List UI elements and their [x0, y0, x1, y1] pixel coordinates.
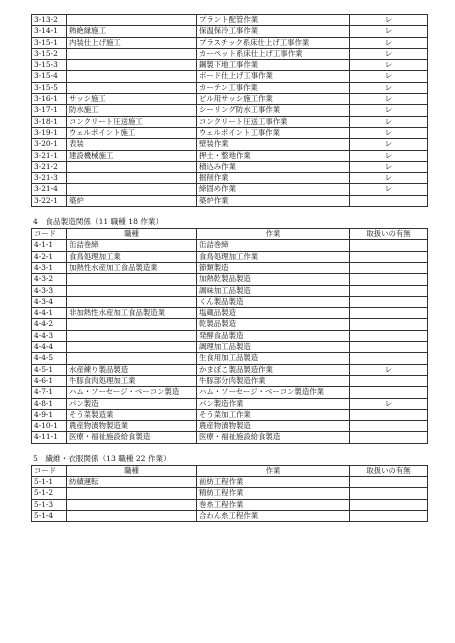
cell-flag: [350, 432, 428, 443]
cell-job: ハム・ソーセージ・ベーコン製造: [67, 387, 197, 398]
cell-work: 農産物漬物製造: [197, 421, 350, 432]
cell-work: ボード仕上げ工事作業: [197, 71, 350, 82]
cell-code: 4-3-1: [32, 262, 67, 273]
table-row: [32, 319, 428, 330]
cell-code: 4-11-1: [32, 432, 67, 443]
table-header-row: [32, 465, 428, 476]
cell-flag: レ: [350, 94, 428, 105]
cell-code: 4-8-1: [32, 398, 67, 409]
cell-work: 巻糸工程作業: [197, 499, 350, 510]
cell-work: そう菜加工作業: [197, 409, 350, 420]
cell-code: 4-10-1: [32, 421, 67, 432]
cell-work: かまぼこ製品製造作業: [197, 364, 350, 375]
cell-job: [67, 319, 197, 330]
section-5-title: 5 繊維・衣服関係（13 職種 22 作業）: [33, 453, 171, 463]
cell-code: 4-3-2: [32, 274, 67, 285]
cell-job: 熱絶縁施工: [67, 26, 197, 37]
cell-work: くん製品製造: [197, 296, 350, 307]
cell-flag: [350, 375, 428, 386]
cell-job: [67, 510, 197, 521]
cell-job: [67, 296, 197, 307]
cell-work: 精紡工程作業: [197, 488, 350, 499]
cell-work: 発酵食品製造: [197, 330, 350, 341]
cell-code: 3-20-1: [32, 139, 67, 150]
cell-job: [67, 488, 197, 499]
cell-work: 築炉作業: [197, 195, 350, 206]
cell-job: [67, 330, 197, 341]
table-row: [32, 37, 428, 48]
cell-flag: レ: [350, 173, 428, 184]
cell-job: パン製造: [67, 398, 197, 409]
cell-work: 締固め作業: [197, 184, 350, 195]
cell-code: 3-21-3: [32, 173, 67, 184]
cell-job: 加熱性水産加工食品製造業: [67, 262, 197, 273]
cell-job: 内装仕上げ施工: [67, 37, 197, 48]
cell-work: パン製造作業: [197, 398, 350, 409]
cell-job: [67, 15, 197, 26]
cell-work: 牛豚部分肉製造作業: [197, 375, 350, 386]
cell-work: プラスチック系床仕上げ工事作業: [197, 37, 350, 48]
cell-code: 4-3-3: [32, 285, 67, 296]
cell-work: 調理加工品製造: [197, 342, 350, 353]
table-row: [32, 274, 428, 285]
header-work: 作業: [197, 229, 350, 240]
header-work: 作業: [197, 465, 350, 476]
cell-flag: レ: [350, 82, 428, 93]
cell-work: カーテン工事作業: [197, 82, 350, 93]
cell-flag: レ: [350, 184, 428, 195]
cell-flag: レ: [350, 60, 428, 71]
cell-job: 表装: [67, 139, 197, 150]
cell-work: 積込み作業: [197, 161, 350, 172]
cell-code: 4-4-4: [32, 342, 67, 353]
cell-flag: [350, 353, 428, 364]
table-row: [32, 48, 428, 59]
cell-work: ハム・ソーセージ・ベーコン製造作業: [197, 387, 350, 398]
cell-flag: レ: [350, 127, 428, 138]
cell-flag: レ: [350, 150, 428, 161]
cell-job: 食鳥処理加工業: [67, 251, 197, 262]
table-row: [32, 105, 428, 116]
cell-flag: [350, 510, 428, 521]
table-row: [32, 94, 428, 105]
cell-work: 保温保冷工事作業: [197, 26, 350, 37]
cell-flag: レ: [350, 48, 428, 59]
cell-job: そう菜製造業: [67, 409, 197, 420]
cell-flag: レ: [350, 116, 428, 127]
cell-work: 乾製品製造: [197, 319, 350, 330]
cell-job: 缶詰巻締: [67, 240, 197, 251]
header-code: コード: [32, 229, 67, 240]
cell-code: 3-15-1: [32, 37, 67, 48]
table-row: [32, 173, 428, 184]
cell-job: [67, 82, 197, 93]
table-row: [32, 499, 428, 510]
cell-job: 建設機械施工: [67, 150, 197, 161]
cell-code: 5-1-1: [32, 476, 67, 487]
cell-work: 塩蔵品製造: [197, 308, 350, 319]
cell-code: 3-15-3: [32, 60, 67, 71]
cell-flag: レ: [350, 26, 428, 37]
cell-flag: レ: [350, 105, 428, 116]
cell-job: ウェルポイント施工: [67, 127, 197, 138]
cell-code: 5-1-4: [32, 510, 67, 521]
cell-work: シーリング防水工事作業: [197, 105, 350, 116]
table-row: [32, 353, 428, 364]
table-row: [32, 421, 428, 432]
cell-code: 3-17-1: [32, 105, 67, 116]
table-section-5: [31, 465, 428, 522]
table-row: [32, 82, 428, 93]
table-row: [32, 139, 428, 150]
cell-work: 鋼製下地工事作業: [197, 60, 350, 71]
cell-flag: [350, 488, 428, 499]
cell-job: [67, 353, 197, 364]
cell-flag: [350, 251, 428, 262]
header-flag: 取扱いの有無: [350, 465, 428, 476]
cell-job: [67, 285, 197, 296]
cell-code: 4-4-3: [32, 330, 67, 341]
cell-job: 防水施工: [67, 105, 197, 116]
cell-job: [67, 274, 197, 285]
cell-job: 築炉: [67, 195, 197, 206]
cell-code: 3-14-1: [32, 26, 67, 37]
cell-code: 3-16-1: [32, 94, 67, 105]
table-row: [32, 251, 428, 262]
cell-flag: [350, 387, 428, 398]
header-job: 職種: [67, 229, 197, 240]
table-row: [32, 375, 428, 386]
cell-work: 調味加工品製造: [197, 285, 350, 296]
table-row: [32, 15, 428, 26]
cell-code: 3-13-2: [32, 15, 67, 26]
cell-work: コンクリート圧送工事作業: [197, 116, 350, 127]
cell-code: 3-21-2: [32, 161, 67, 172]
cell-flag: [350, 330, 428, 341]
cell-work: 前紡工程作業: [197, 476, 350, 487]
table-row: [32, 308, 428, 319]
cell-code: 4-4-2: [32, 319, 67, 330]
cell-job: コンクリート圧送施工: [67, 116, 197, 127]
table-row: [32, 398, 428, 409]
cell-job: 紡績運転: [67, 476, 197, 487]
table-row: [32, 387, 428, 398]
table-row: [32, 364, 428, 375]
cell-flag: [350, 319, 428, 330]
table-row: [32, 240, 428, 251]
cell-work: 医療・福祉施設給食製造: [197, 432, 350, 443]
cell-flag: [350, 499, 428, 510]
cell-work: 壁装作業: [197, 139, 350, 150]
cell-work: 食鳥処理加工作業: [197, 251, 350, 262]
cell-flag: レ: [350, 71, 428, 82]
cell-job: [67, 342, 197, 353]
table-row: [32, 342, 428, 353]
cell-job: [67, 499, 197, 510]
cell-flag: [350, 476, 428, 487]
cell-code: 3-21-1: [32, 150, 67, 161]
cell-work: 掘削作業: [197, 173, 350, 184]
cell-flag: レ: [350, 15, 428, 26]
cell-code: 4-5-1: [32, 364, 67, 375]
table-row: [32, 476, 428, 487]
cell-work: 押土・整地作業: [197, 150, 350, 161]
cell-work: カーペット系床仕上げ工事作業: [197, 48, 350, 59]
cell-job: [67, 184, 197, 195]
cell-flag: [350, 421, 428, 432]
cell-work: プラント配管作業: [197, 15, 350, 26]
cell-flag: [350, 274, 428, 285]
table-row: [32, 432, 428, 443]
cell-code: 4-4-1: [32, 308, 67, 319]
table-section-3: [31, 14, 428, 207]
cell-work: 節類製造: [197, 262, 350, 273]
table-row: [32, 510, 428, 521]
cell-work: 缶詰巻締: [197, 240, 350, 251]
cell-job: 非加熱性水産加工食品製造業: [67, 308, 197, 319]
cell-job: サッシ施工: [67, 94, 197, 105]
cell-flag: [350, 296, 428, 307]
cell-work: 生食用加工品製造: [197, 353, 350, 364]
table-row: [32, 127, 428, 138]
cell-flag: レ: [350, 161, 428, 172]
cell-code: 3-22-1: [32, 195, 67, 206]
table-row: [32, 262, 428, 273]
cell-flag: [350, 308, 428, 319]
table-row: [32, 195, 428, 206]
cell-job: 医療・福祉施設給食製造: [67, 432, 197, 443]
table-row: [32, 26, 428, 37]
cell-work: 加熱乾製品製造: [197, 274, 350, 285]
table-row: [32, 60, 428, 71]
cell-code: 3-21-4: [32, 184, 67, 195]
table-row: [32, 150, 428, 161]
document-page: [31, 14, 427, 522]
table-row: [32, 161, 428, 172]
cell-code: 5-1-3: [32, 499, 67, 510]
table-row: [32, 409, 428, 420]
table-row: [32, 296, 428, 307]
cell-code: 3-15-2: [32, 48, 67, 59]
header-flag: 取扱いの有無: [350, 229, 428, 240]
cell-code: 3-15-4: [32, 71, 67, 82]
cell-code: 3-15-5: [32, 82, 67, 93]
cell-code: 3-18-1: [32, 116, 67, 127]
cell-flag: レ: [350, 37, 428, 48]
cell-job: 農産物漬物製造業: [67, 421, 197, 432]
cell-job: 水産練り製品製造: [67, 364, 197, 375]
cell-work: ウェルポイント工事作業: [197, 127, 350, 138]
cell-flag: [350, 262, 428, 273]
cell-job: [67, 48, 197, 59]
cell-flag: レ: [350, 364, 428, 375]
header-job: 職種: [67, 465, 197, 476]
cell-code: 5-1-2: [32, 488, 67, 499]
cell-code: 4-7-1: [32, 387, 67, 398]
cell-job: [67, 173, 197, 184]
cell-flag: [350, 195, 428, 206]
cell-code: 4-2-1: [32, 251, 67, 262]
cell-code: 3-19-1: [32, 127, 67, 138]
section-4-title: 4 食品製造関係（11 職種 18 作業）: [33, 217, 164, 227]
cell-code: 4-6-1: [32, 375, 67, 386]
cell-flag: [350, 409, 428, 420]
table-header-row: [32, 229, 428, 240]
cell-job: [67, 60, 197, 71]
table-row: [32, 116, 428, 127]
cell-job: [67, 161, 197, 172]
cell-job: 牛豚食肉処理加工業: [67, 375, 197, 386]
cell-flag: レ: [350, 398, 428, 409]
table-row: [32, 71, 428, 82]
cell-flag: レ: [350, 139, 428, 150]
cell-work: 合わん糸工程作業: [197, 510, 350, 521]
table-row: [32, 488, 428, 499]
table-row: [32, 285, 428, 296]
cell-work: ビル用サッシ施工作業: [197, 94, 350, 105]
cell-flag: [350, 342, 428, 353]
cell-job: [67, 71, 197, 82]
cell-code: 4-1-1: [32, 240, 67, 251]
cell-code: 4-9-1: [32, 409, 67, 420]
cell-code: 4-3-4: [32, 296, 67, 307]
table-row: [32, 184, 428, 195]
cell-flag: [350, 240, 428, 251]
cell-flag: [350, 285, 428, 296]
table-section-4: [31, 228, 428, 444]
table-row: [32, 330, 428, 341]
header-code: コード: [32, 465, 67, 476]
cell-code: 4-4-5: [32, 353, 67, 364]
